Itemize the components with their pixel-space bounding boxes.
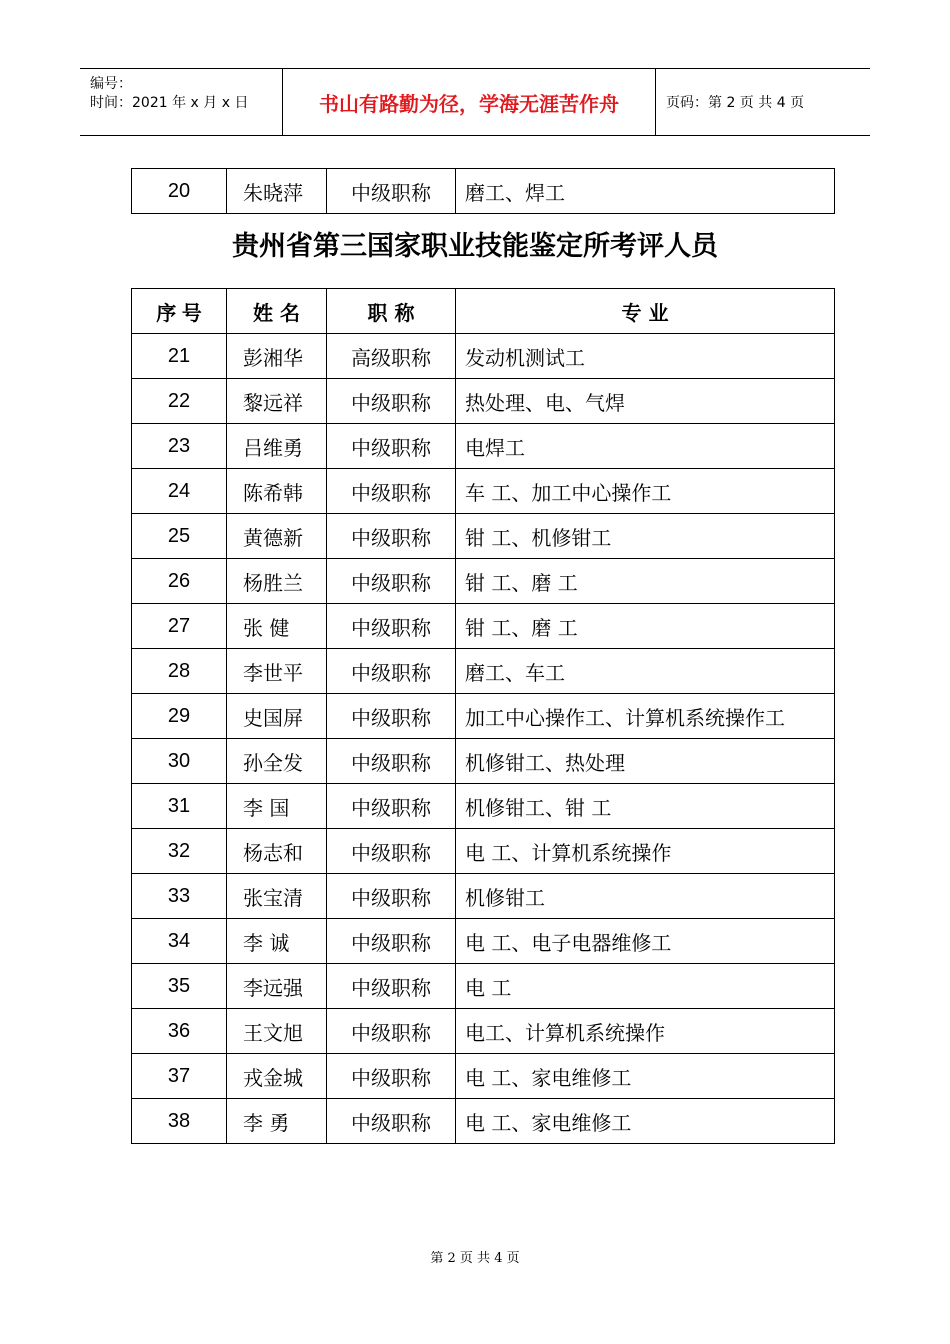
row-title: 中级职称 — [327, 694, 456, 739]
row-number: 37 — [132, 1054, 227, 1099]
row-number: 21 — [132, 334, 227, 379]
row-specialty: 磨工、焊工 — [456, 169, 835, 214]
row-specialty: 电 工、家电维修工 — [456, 1099, 835, 1144]
table-row — [132, 919, 835, 964]
row-number: 27 — [132, 604, 227, 649]
row-title: 中级职称 — [327, 169, 456, 214]
row-title: 中级职称 — [327, 1009, 456, 1054]
row-number: 38 — [132, 1099, 227, 1144]
row-specialty: 钳 工、磨 工 — [456, 559, 835, 604]
row-name: 朱晓萍 — [227, 169, 327, 214]
row-name: 黎远祥 — [227, 379, 327, 424]
row-name: 李 国 — [227, 784, 327, 829]
table-row — [132, 424, 835, 469]
row-title: 中级职称 — [327, 829, 456, 874]
header-specialty: 专 业 — [456, 289, 835, 334]
section-title: 贵州省第三国家职业技能鉴定所考评人员 — [232, 231, 718, 262]
row-name: 张宝清 — [227, 874, 327, 919]
page-footer: 第 2 页 共 4 页 — [430, 1251, 520, 1266]
row-number: 29 — [132, 694, 227, 739]
row-name: 张 健 — [227, 604, 327, 649]
table-row — [132, 334, 835, 379]
row-number: 32 — [132, 829, 227, 874]
row-name: 陈希韩 — [227, 469, 327, 514]
row-name: 黄德新 — [227, 514, 327, 559]
table-row — [132, 1054, 835, 1099]
header-motto: 书山有路勤为径，学海无涯苦作舟 — [282, 69, 656, 135]
row-specialty: 机修钳工、热处理 — [456, 739, 835, 784]
row-title: 中级职称 — [327, 739, 456, 784]
row-specialty: 电焊工 — [456, 424, 835, 469]
row-number: 30 — [132, 739, 227, 784]
table-row — [132, 169, 835, 214]
row-number: 23 — [132, 424, 227, 469]
row-specialty: 加工中心操作工、计算机系统操作工 — [456, 694, 835, 739]
row-name: 史国屏 — [227, 694, 327, 739]
row-title: 中级职称 — [327, 649, 456, 694]
table-row — [132, 604, 835, 649]
row-number: 22 — [132, 379, 227, 424]
row-title: 中级职称 — [327, 919, 456, 964]
row-title: 中级职称 — [327, 559, 456, 604]
page-header — [80, 68, 870, 136]
table-row — [132, 739, 835, 784]
row-title: 中级职称 — [327, 604, 456, 649]
row-name: 孙全发 — [227, 739, 327, 784]
header-meta — [80, 69, 282, 135]
continuation-table — [131, 168, 835, 214]
row-specialty: 电 工、电子电器维修工 — [456, 919, 835, 964]
row-number: 20 — [132, 169, 227, 214]
row-specialty: 电 工 — [456, 964, 835, 1009]
row-title: 中级职称 — [327, 874, 456, 919]
row-name: 李 诚 — [227, 919, 327, 964]
row-title: 中级职称 — [327, 964, 456, 1009]
row-specialty: 磨工、车工 — [456, 649, 835, 694]
table-header-row — [132, 289, 835, 334]
row-specialty: 热处理、电、气焊 — [456, 379, 835, 424]
table-row — [132, 964, 835, 1009]
header-page-info: 页码：第 2 页 共 4 页 — [666, 95, 805, 111]
row-number: 31 — [132, 784, 227, 829]
table-row — [132, 694, 835, 739]
table-row — [132, 1099, 835, 1144]
row-name: 杨胜兰 — [227, 559, 327, 604]
row-name: 吕维勇 — [227, 424, 327, 469]
row-name: 李 勇 — [227, 1099, 327, 1144]
row-specialty: 电工、计算机系统操作 — [456, 1009, 835, 1054]
table-row — [132, 1009, 835, 1054]
examiner-table — [131, 288, 835, 1144]
header-title: 职 称 — [327, 289, 456, 334]
row-number: 34 — [132, 919, 227, 964]
table-row — [132, 829, 835, 874]
row-name: 戎金城 — [227, 1054, 327, 1099]
row-number: 25 — [132, 514, 227, 559]
table-row — [132, 559, 835, 604]
row-specialty: 电 工、计算机系统操作 — [456, 829, 835, 874]
header-name: 姓 名 — [227, 289, 327, 334]
row-title: 中级职称 — [327, 379, 456, 424]
table-row — [132, 469, 835, 514]
row-specialty: 钳 工、磨 工 — [456, 604, 835, 649]
table-row — [132, 379, 835, 424]
row-number: 28 — [132, 649, 227, 694]
row-title: 中级职称 — [327, 424, 456, 469]
row-number: 33 — [132, 874, 227, 919]
row-name: 李世平 — [227, 649, 327, 694]
row-specialty: 钳 工、机修钳工 — [456, 514, 835, 559]
row-specialty: 车 工、加工中心操作工 — [456, 469, 835, 514]
document-date: 时间：2021 年 x 月 x 日 — [90, 95, 249, 111]
table-row — [132, 514, 835, 559]
row-specialty: 机修钳工 — [456, 874, 835, 919]
row-name: 李远强 — [227, 964, 327, 1009]
row-number: 36 — [132, 1009, 227, 1054]
table-row — [132, 784, 835, 829]
row-specialty: 电 工、家电维修工 — [456, 1054, 835, 1099]
row-title: 中级职称 — [327, 1054, 456, 1099]
row-title: 高级职称 — [327, 334, 456, 379]
row-title: 中级职称 — [327, 469, 456, 514]
row-title: 中级职称 — [327, 1099, 456, 1144]
row-name: 王文旭 — [227, 1009, 327, 1054]
row-specialty: 发动机测试工 — [456, 334, 835, 379]
row-number: 35 — [132, 964, 227, 1009]
row-name: 杨志和 — [227, 829, 327, 874]
row-title: 中级职称 — [327, 514, 456, 559]
table-row — [132, 874, 835, 919]
row-name: 彭湘华 — [227, 334, 327, 379]
document-number-label: 编号： — [90, 76, 132, 92]
row-specialty: 机修钳工、钳 工 — [456, 784, 835, 829]
table-row — [132, 649, 835, 694]
header-number: 序 号 — [132, 289, 227, 334]
row-title: 中级职称 — [327, 784, 456, 829]
row-number: 24 — [132, 469, 227, 514]
row-number: 26 — [132, 559, 227, 604]
